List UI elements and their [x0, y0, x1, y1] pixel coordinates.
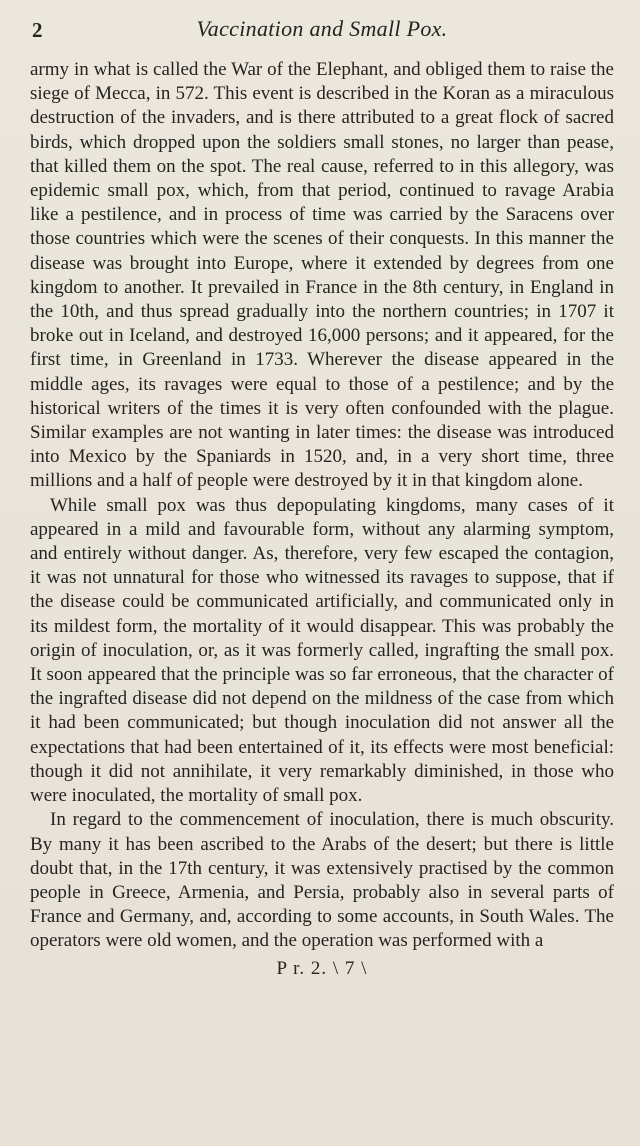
signature-mark: P r. 2. \ 7 \ [276, 957, 368, 979]
running-header [30, 14, 614, 50]
running-title: Vaccination and Small Pox. [196, 16, 448, 41]
paragraph-3: In regard to the commencement of inoculation, there is much obscurity. By many it has been ascribed to the Arabs of the desert; but there is little doubt that, in the 17th century, it was extensively practised by the common people in Greece, Armenia, and Persia, probably also in several parts of France and Germany, and, according to some accounts, in South Wales. The operators were old women, and the operation was performed with a [30, 809, 614, 952]
body-text [30, 58, 614, 954]
paragraph-1: army in what is called the War of the Elephant, and obliged them to raise the siege of Mecca, in 572. This event is described in the Koran as a miraculous destruction of the invaders, and is there attributed to a great flock of sacred birds, which dropped upon the soldiers small stones, no larger than pease, that killed them on the spot. The real cause, referred to in this allegory, was epidemic small pox, which, from that period, continued to ravage Arabia like a pestilence, and in process of time was carried by the Saracens over those countries which were the scenes of their conquests. In this manner the disease was brought into Europe, where it extended by degrees from one kingdom to another. It prevailed in France in the 8th century, in England in the 10th, and thus spread gradually into the northern countries; in 1707 it broke out in Iceland, and destroyed 16,000 persons; and it appeared, for the first time, in Greenland in 1733. Wherever the disease appeared in the middle ages, its ravages were equal to those of a pestilence; and by the historical writers of the times it is very often confounded with the plague. Similar examples are not wanting in later times: the disease was introduced into Mexico by the Spaniards in 1520, and, in a very short time, three millions and a half of people were destroyed by it in that kingdom alone. [30, 59, 614, 492]
page-number: 2 [32, 18, 43, 42]
paragraph-2: While small pox was thus depopulating kingdoms, many cases of it appeared in a mild and favourable form, without any alarming symptom, and entirely without danger. As, therefore, very few escaped the contagion, it was not unnatural for those who witnessed its ravages to suppose, that if the disease could be communicated artificially, and communicated only in its mildest form, the mortality of it would disappear. This was probably the origin of inoculation, or, as it was formerly called, ingrafting the small pox. It soon appeared that the principle was so far erroneous, that the character of the ingrafted disease did not depend on the mildness of the case from which it had been communicated; but though inoculation did not answer all the expectations that had been entertained of it, its effects were most beneficial: though it did not annihilate, it very remarkably diminished, in those who were inoculated, the mortality of small pox. [30, 494, 614, 807]
